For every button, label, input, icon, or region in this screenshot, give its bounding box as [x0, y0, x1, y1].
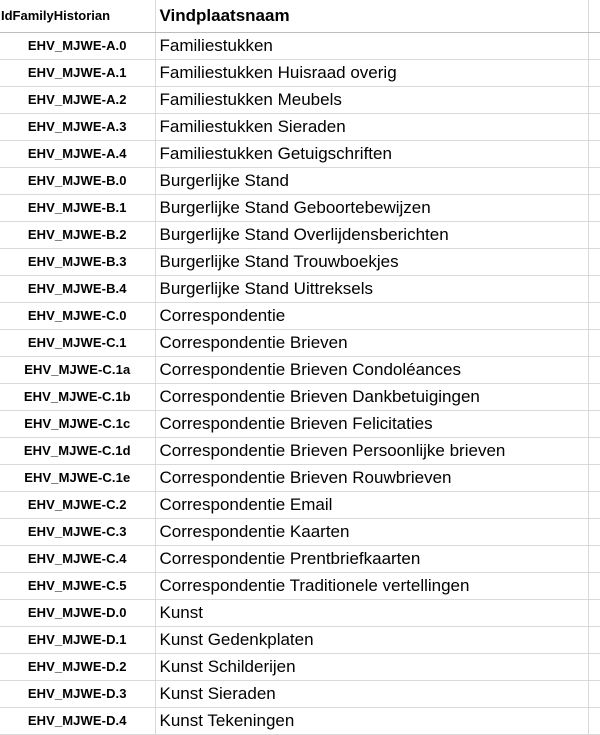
empty-cell[interactable] [588, 545, 600, 572]
id-cell[interactable]: EHV_MJWE-A.0 [0, 32, 155, 59]
name-cell[interactable]: Correspondentie [155, 302, 588, 329]
table-row [0, 302, 600, 329]
table-row [0, 572, 600, 599]
id-cell[interactable]: EHV_MJWE-C.1a [0, 356, 155, 383]
name-cell[interactable]: Burgerlijke Stand [155, 167, 588, 194]
table-row [0, 653, 600, 680]
id-cell[interactable]: EHV_MJWE-C.2 [0, 491, 155, 518]
table-row [0, 329, 600, 356]
id-cell[interactable]: EHV_MJWE-A.2 [0, 86, 155, 113]
name-cell[interactable]: Correspondentie Brieven Rouwbrieven [155, 464, 588, 491]
name-cell[interactable]: Correspondentie Traditionele vertellingen [155, 572, 588, 599]
id-cell[interactable]: EHV_MJWE-D.1 [0, 626, 155, 653]
name-cell[interactable]: Correspondentie Brieven Felicitaties [155, 410, 588, 437]
id-cell[interactable]: EHV_MJWE-C.1c [0, 410, 155, 437]
id-cell[interactable]: EHV_MJWE-C.5 [0, 572, 155, 599]
empty-cell[interactable] [588, 113, 600, 140]
empty-cell[interactable] [588, 194, 600, 221]
table-row [0, 356, 600, 383]
table-row [0, 167, 600, 194]
name-cell[interactable]: Familiestukken Meubels [155, 86, 588, 113]
empty-cell[interactable] [588, 248, 600, 275]
table-row [0, 113, 600, 140]
empty-cell[interactable] [588, 437, 600, 464]
id-cell[interactable]: EHV_MJWE-C.0 [0, 302, 155, 329]
table-row [0, 707, 600, 734]
empty-cell[interactable] [588, 653, 600, 680]
name-cell[interactable]: Familiestukken Huisraad overig [155, 59, 588, 86]
empty-cell[interactable] [588, 599, 600, 626]
id-cell[interactable]: EHV_MJWE-C.4 [0, 545, 155, 572]
name-cell[interactable]: Correspondentie Prentbriefkaarten [155, 545, 588, 572]
name-cell[interactable]: Correspondentie Brieven Condoléances [155, 356, 588, 383]
table-row [0, 437, 600, 464]
column-header-name[interactable]: Vindplaatsnaam [155, 0, 588, 32]
header-row [0, 0, 600, 32]
empty-cell[interactable] [588, 707, 600, 734]
table-row [0, 248, 600, 275]
name-cell[interactable]: Kunst Tekeningen [155, 707, 588, 734]
id-cell[interactable]: EHV_MJWE-C.3 [0, 518, 155, 545]
empty-cell[interactable] [588, 275, 600, 302]
empty-cell[interactable] [588, 491, 600, 518]
table-row [0, 680, 600, 707]
name-cell[interactable]: Kunst Sieraden [155, 680, 588, 707]
id-cell[interactable]: EHV_MJWE-D.4 [0, 707, 155, 734]
name-cell[interactable]: Kunst Gedenkplaten [155, 626, 588, 653]
table-row [0, 194, 600, 221]
empty-cell[interactable] [588, 572, 600, 599]
empty-cell[interactable] [588, 383, 600, 410]
empty-cell[interactable] [588, 464, 600, 491]
id-cell[interactable]: EHV_MJWE-C.1d [0, 437, 155, 464]
id-cell[interactable]: EHV_MJWE-B.1 [0, 194, 155, 221]
id-cell[interactable]: EHV_MJWE-B.0 [0, 167, 155, 194]
id-cell[interactable]: EHV_MJWE-C.1b [0, 383, 155, 410]
name-cell[interactable]: Correspondentie Email [155, 491, 588, 518]
empty-cell[interactable] [588, 59, 600, 86]
table-row [0, 491, 600, 518]
id-cell[interactable]: EHV_MJWE-D.0 [0, 599, 155, 626]
name-cell[interactable]: Correspondentie Brieven [155, 329, 588, 356]
empty-cell[interactable] [588, 356, 600, 383]
table-row [0, 518, 600, 545]
name-cell[interactable]: Kunst Schilderijen [155, 653, 588, 680]
empty-cell[interactable] [588, 140, 600, 167]
empty-cell[interactable] [588, 329, 600, 356]
name-cell[interactable]: Burgerlijke Stand Trouwboekjes [155, 248, 588, 275]
name-cell[interactable]: Burgerlijke Stand Geboortebewijzen [155, 194, 588, 221]
id-cell[interactable]: EHV_MJWE-B.4 [0, 275, 155, 302]
table-row [0, 221, 600, 248]
table-row [0, 59, 600, 86]
id-cell[interactable]: EHV_MJWE-C.1e [0, 464, 155, 491]
name-cell[interactable]: Correspondentie Kaarten [155, 518, 588, 545]
table-row [0, 140, 600, 167]
empty-cell[interactable] [588, 0, 600, 32]
empty-cell[interactable] [588, 221, 600, 248]
column-header-id[interactable]: IdFamilyHistorian [0, 0, 155, 32]
name-cell[interactable]: Familiestukken Getuigschriften [155, 140, 588, 167]
table-row [0, 626, 600, 653]
id-cell[interactable]: EHV_MJWE-B.2 [0, 221, 155, 248]
table-row [0, 545, 600, 572]
id-cell[interactable]: EHV_MJWE-B.3 [0, 248, 155, 275]
id-cell[interactable]: EHV_MJWE-D.3 [0, 680, 155, 707]
empty-cell[interactable] [588, 302, 600, 329]
table-row [0, 86, 600, 113]
empty-cell[interactable] [588, 626, 600, 653]
name-cell[interactable]: Familiestukken [155, 32, 588, 59]
table-body [0, 32, 600, 734]
empty-cell[interactable] [588, 32, 600, 59]
table-row [0, 410, 600, 437]
table-row [0, 599, 600, 626]
table-row [0, 32, 600, 59]
name-cell[interactable]: Burgerlijke Stand Overlijdensberichten [155, 221, 588, 248]
empty-cell[interactable] [588, 86, 600, 113]
name-cell[interactable]: Familiestukken Sieraden [155, 113, 588, 140]
id-cell[interactable]: EHV_MJWE-C.1 [0, 329, 155, 356]
id-cell[interactable]: EHV_MJWE-D.2 [0, 653, 155, 680]
table-row [0, 383, 600, 410]
empty-cell[interactable] [588, 680, 600, 707]
name-cell[interactable]: Burgerlijke Stand Uittreksels [155, 275, 588, 302]
empty-cell[interactable] [588, 410, 600, 437]
id-cell[interactable]: EHV_MJWE-A.3 [0, 113, 155, 140]
name-cell[interactable]: Correspondentie Brieven Dankbetuigingen [155, 383, 588, 410]
table-row [0, 464, 600, 491]
table-row [0, 275, 600, 302]
id-cell[interactable]: EHV_MJWE-A.1 [0, 59, 155, 86]
name-cell[interactable]: Kunst [155, 599, 588, 626]
name-cell[interactable]: Correspondentie Brieven Persoonlijke brieven [155, 437, 588, 464]
id-cell[interactable]: EHV_MJWE-A.4 [0, 140, 155, 167]
empty-cell[interactable] [588, 167, 600, 194]
empty-cell[interactable] [588, 518, 600, 545]
